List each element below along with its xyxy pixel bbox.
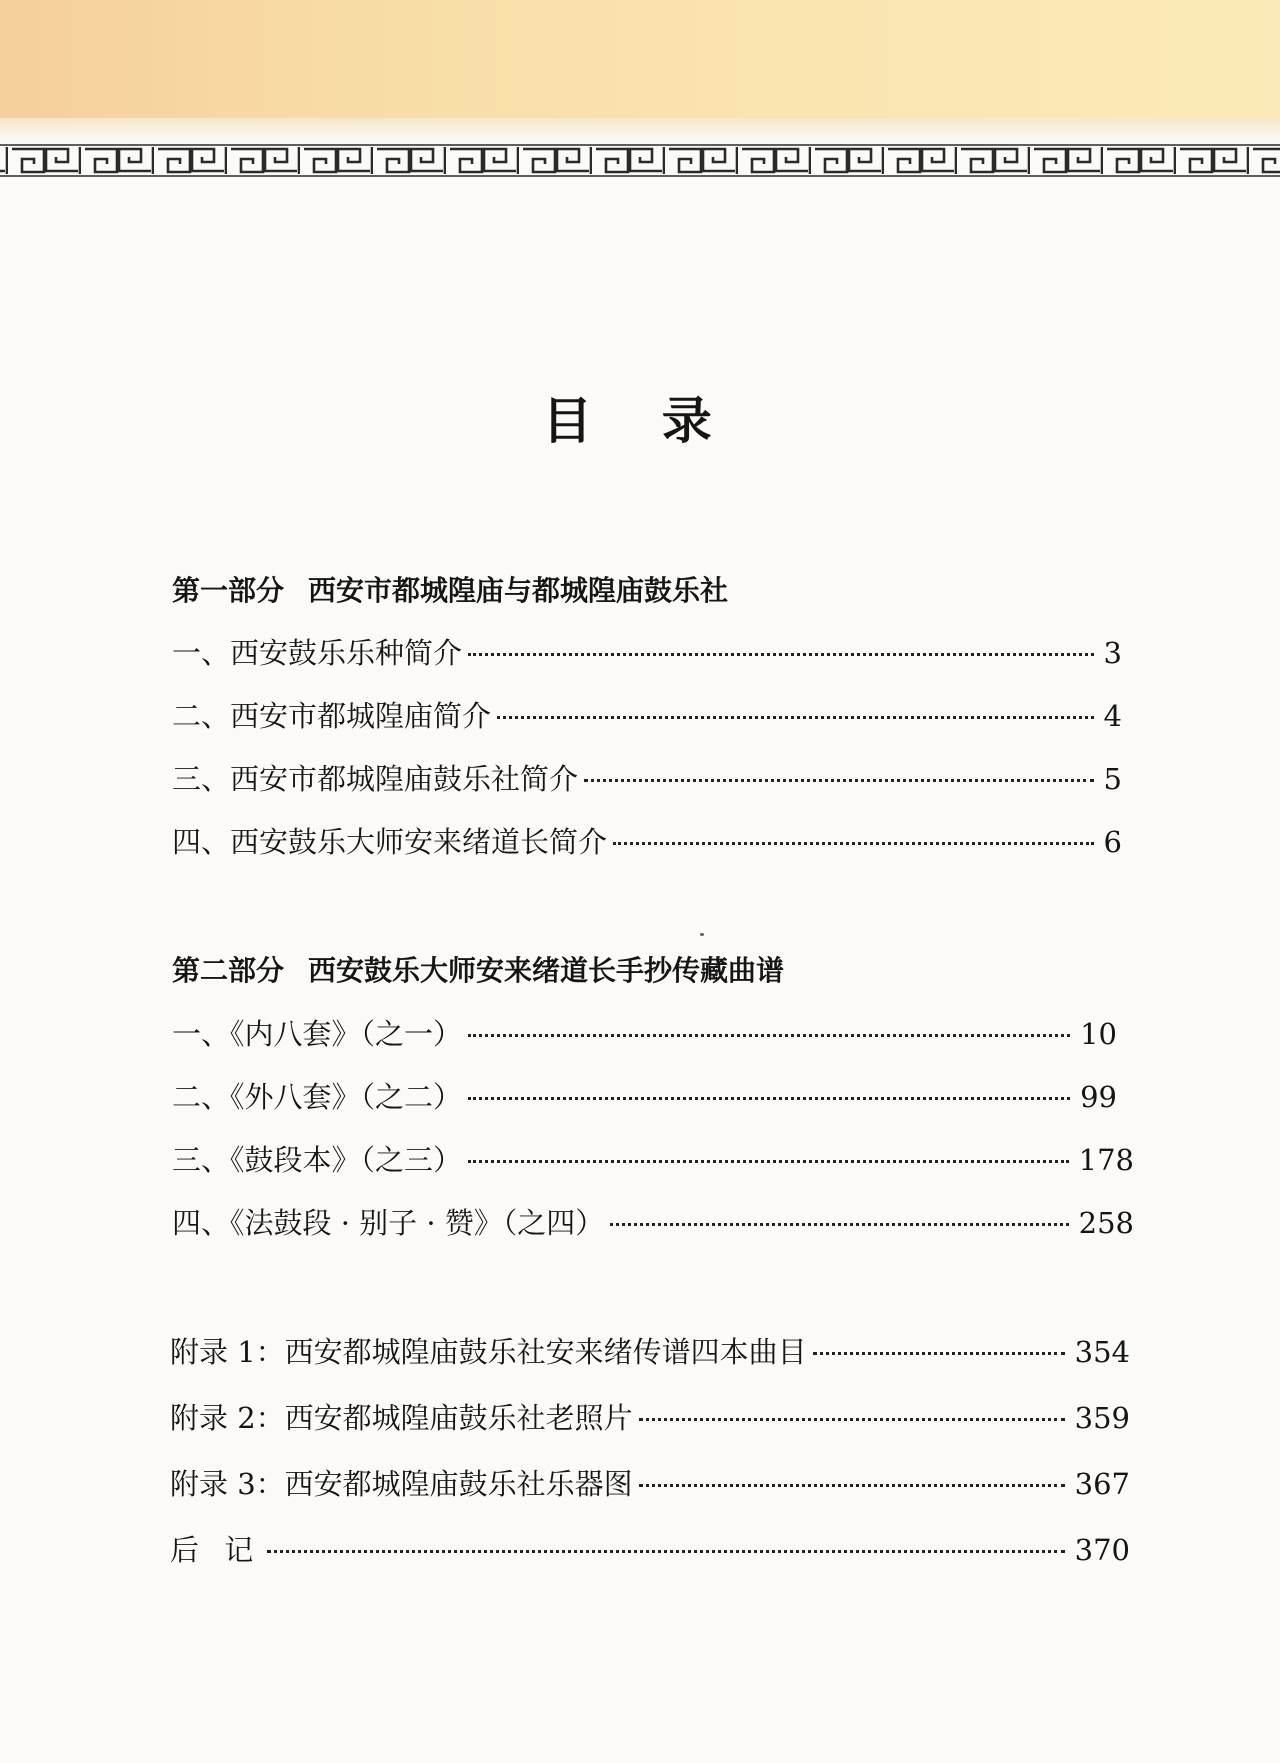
dot-leader (468, 653, 1094, 656)
toc-entry[interactable] (172, 1080, 1117, 1115)
toc-entry[interactable] (170, 1467, 1130, 1502)
toc-entry[interactable] (172, 1017, 1117, 1052)
toc-entry-label: 三、《鼓段本》（之三） (172, 1143, 463, 1177)
part2-label: 第二部分 (172, 954, 285, 987)
dot-leader (468, 1160, 1069, 1163)
toc-entry[interactable] (172, 825, 1122, 860)
dot-leader (497, 716, 1094, 719)
dot-leader (613, 842, 1094, 845)
toc-entry-label: 附录 2：西安都城隍庙鼓乐社老照片 (170, 1401, 633, 1435)
toc-entry-label: 一、《内八套》（之一） (172, 1017, 463, 1051)
toc-entry[interactable] (170, 1533, 1130, 1568)
toc-entry[interactable] (172, 1206, 1134, 1241)
toc-entry[interactable] (172, 1143, 1134, 1178)
dot-leader (813, 1352, 1065, 1355)
dot-leader (610, 1223, 1068, 1226)
toc-entry[interactable] (172, 699, 1122, 734)
toc-entry-page: 10 (1080, 1017, 1117, 1051)
part1-label: 第一部分 (172, 574, 285, 607)
toc-entry-label: 二、《外八套》（之二） (172, 1080, 463, 1114)
toc-entry[interactable] (170, 1335, 1130, 1370)
scan-speck (700, 933, 704, 936)
toc-entry-label: 四、西安鼓乐大师安来绪道长简介 (172, 825, 608, 859)
header-color-band (0, 0, 1280, 132)
toc-entry-page: 6 (1103, 825, 1122, 859)
part1-title: 西安市都城隍庙与都城隍庙鼓乐社 (308, 574, 729, 607)
toc-entry[interactable] (172, 762, 1122, 797)
toc-entry-page: 367 (1074, 1467, 1130, 1501)
toc-entry-page: 3 (1103, 636, 1122, 670)
greek-key-border (0, 142, 1280, 178)
dot-leader (468, 1034, 1070, 1037)
toc-entry-page: 5 (1103, 762, 1122, 796)
dot-leader (267, 1550, 1064, 1553)
dot-leader (468, 1097, 1070, 1100)
toc-entry-label: 四、《法鼓段 · 别子 · 赞》（之四） (172, 1206, 605, 1240)
toc-entry-label: 附录 1：西安都城隍庙鼓乐社安来绪传谱四本曲目 (170, 1335, 807, 1369)
toc-entry[interactable] (172, 636, 1122, 671)
toc-entry-page: 99 (1080, 1080, 1117, 1114)
toc-entry-label: 附录 3：西安都城隍庙鼓乐社乐器图 (170, 1467, 633, 1501)
part2-title: 西安鼓乐大师安来绪道长手抄传藏曲谱 (308, 954, 785, 987)
header-shadow (0, 118, 1280, 142)
toc-entry-page: 258 (1078, 1206, 1134, 1240)
toc-entry-label: 后 记 (170, 1533, 262, 1567)
toc-entry-page: 4 (1103, 699, 1122, 733)
toc-entry-page: 354 (1074, 1335, 1130, 1369)
toc-entry-label: 一、西安鼓乐乐种简介 (172, 636, 463, 670)
toc-entry[interactable] (170, 1401, 1130, 1436)
part2-heading (172, 954, 784, 988)
toc-entry-label: 三、西安市都城隍庙鼓乐社简介 (172, 762, 579, 796)
dot-leader (639, 1418, 1065, 1421)
dot-leader (584, 779, 1094, 782)
toc-entry-label: 二、西安市都城隍庙简介 (172, 699, 492, 733)
toc-entry-page: 359 (1074, 1401, 1130, 1435)
toc-entry-page: 178 (1078, 1143, 1134, 1177)
toc-entry-page: 370 (1074, 1533, 1130, 1567)
page-title: 目 录 (542, 392, 738, 450)
part1-heading (172, 574, 728, 608)
dot-leader (639, 1484, 1065, 1487)
